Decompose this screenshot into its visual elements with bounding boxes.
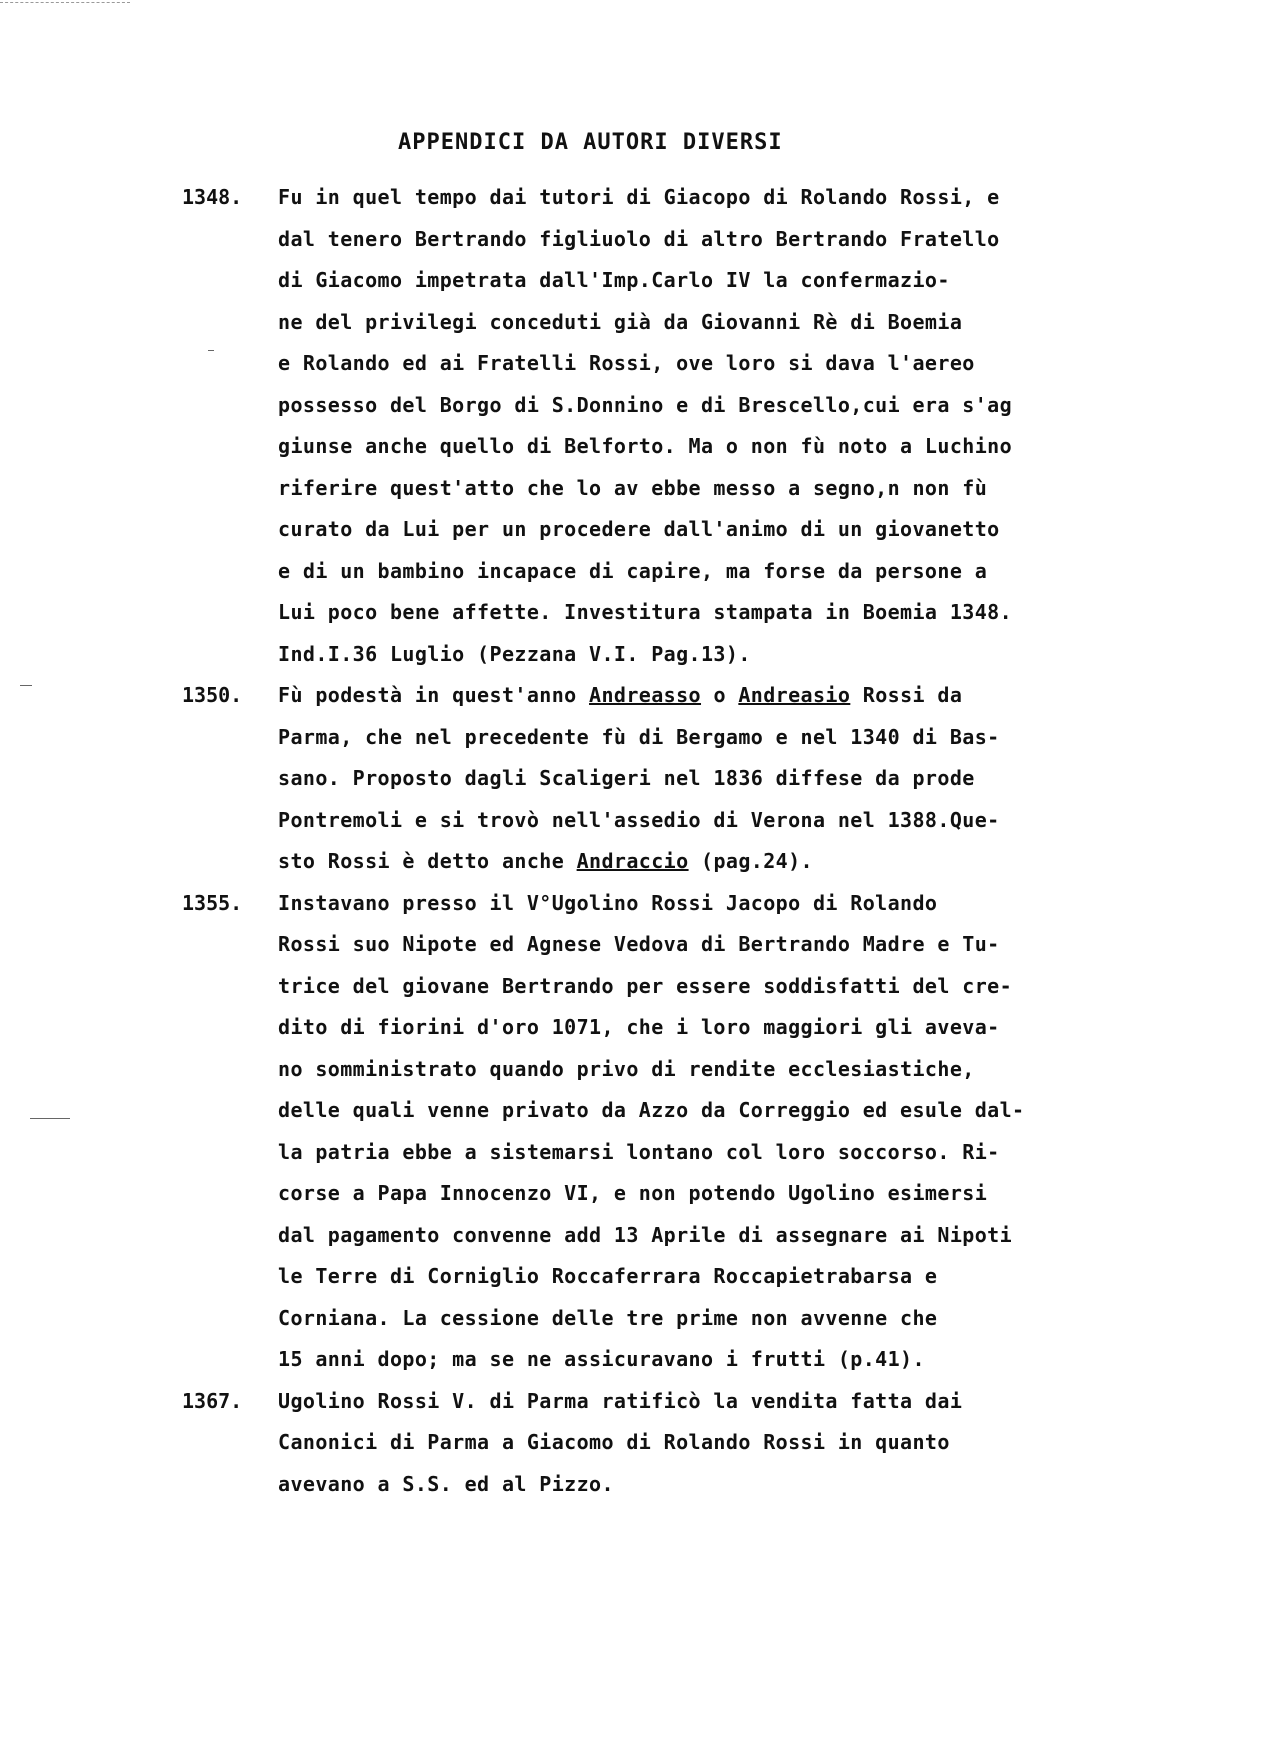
scan-edge-mark (0, 2, 130, 3)
entry-line: Canonici di Parma a Giacomo di Rolando Rossi in quanto (278, 1430, 950, 1454)
entry-line: Pontremoli e si trovò nell'assedio di Verona nel 1388.Que- (278, 808, 1000, 832)
entry-line: e di un bambino incapace di capire, ma forse da persone a (278, 559, 988, 583)
entry-line: dal tenero Bertrando figliuolo di altro Bertrando Fratello (278, 227, 1000, 251)
entry-line: avevano a S.S. ed al Pizzo. (278, 1472, 614, 1496)
entry-line: Ind.I.36 Luglio (Pezzana V.I. Pag.13). (278, 642, 751, 666)
entry-line: trice del giovane Bertrando per essere soddisfatti del cre- (278, 974, 1013, 998)
entry-line: Fù podestà in quest'anno Andreasso o Andreasio Rossi da (278, 683, 963, 707)
entry-line: no somministrato quando privo di rendite ecclesiastiche, (278, 1057, 975, 1081)
entry-line: dal pagamento convenne add 13 Aprile di assegnare ai Nipoti (278, 1223, 1013, 1247)
line-prefix: Fù podestà in quest'anno (278, 683, 590, 707)
underlined-name: Andraccio (576, 849, 689, 873)
entry-line: ne del privilegi conceduti già da Giovanni Rè di Boemia (278, 310, 963, 334)
entry-line: la patria ebbe a sistemarsi lontano col loro soccorso. Ri- (278, 1140, 1000, 1164)
entry-line: Fu in quel tempo dai tutori di Giacopo di Rolando Rossi, e (278, 185, 1000, 209)
entry-line: 15 anni dopo; ma se ne assicuravano i frutti (p.41). (278, 1347, 925, 1371)
entry-year: 1355. (182, 891, 243, 915)
entry-line: giunse anche quello di Belforto. Ma o non fù noto a Luchino (278, 434, 1013, 458)
entry-line: dito di fiorini d'oro 1071, che i loro maggiori gli aveva- (278, 1015, 1000, 1039)
entry-line: Corniana. La cessione delle tre prime non avvenne che (278, 1306, 938, 1330)
underlined-name: Andreasio (738, 683, 851, 707)
entry-line: curato da Lui per un procedere dall'animo di un giovanetto (278, 517, 1000, 541)
entry-line: delle quali venne privato da Azzo da Correggio ed esule dal- (278, 1098, 1025, 1122)
entry-year: 1348. (182, 185, 243, 209)
entry-line: di Giacomo impetrata dall'Imp.Carlo IV la confermazio- (278, 268, 950, 292)
margin-mark (20, 685, 32, 686)
entry-line: sto Rossi è detto anche Andraccio (pag.24). (278, 849, 813, 873)
entry-line: Ugolino Rossi V. di Parma ratificò la vendita fatta dai (278, 1389, 963, 1413)
entry-line: corse a Papa Innocenzo VI, e non potendo Ugolino esimersi (278, 1181, 988, 1205)
entry-line: Parma, che nel precedente fù di Bergamo e nel 1340 di Bas- (278, 725, 1000, 749)
document-title: APPENDICI DA AUTORI DIVERSI (398, 130, 783, 155)
entry-line: e Rolando ed ai Fratelli Rossi, ove loro si dava l'aereo (278, 351, 975, 375)
margin-mark (30, 1118, 70, 1119)
entry-line: sano. Proposto dagli Scaligeri nel 1836 diffese da prode (278, 766, 975, 790)
margin-mark (208, 350, 214, 351)
entry-year: 1367. (182, 1389, 243, 1413)
underlined-name: Andreasso (589, 683, 702, 707)
entry-line: Rossi suo Nipote ed Agnese Vedova di Bertrando Madre e Tu- (278, 932, 1000, 956)
entry-line: le Terre di Corniglio Roccaferrara Roccapietrabarsa e (278, 1264, 938, 1288)
entry-line: Lui poco bene affette. Investitura stampata in Boemia 1348. (278, 600, 1013, 624)
entry-year: 1350. (182, 683, 243, 707)
entry-line: Instavano presso il V°Ugolino Rossi Jacopo di Rolando (278, 891, 938, 915)
entry-line: riferire quest'atto che lo av ebbe messo a segno,n non fù (278, 476, 988, 500)
entry-line: possesso del Borgo di S.Donnino e di Brescello,cui era s'ag (278, 393, 1013, 417)
